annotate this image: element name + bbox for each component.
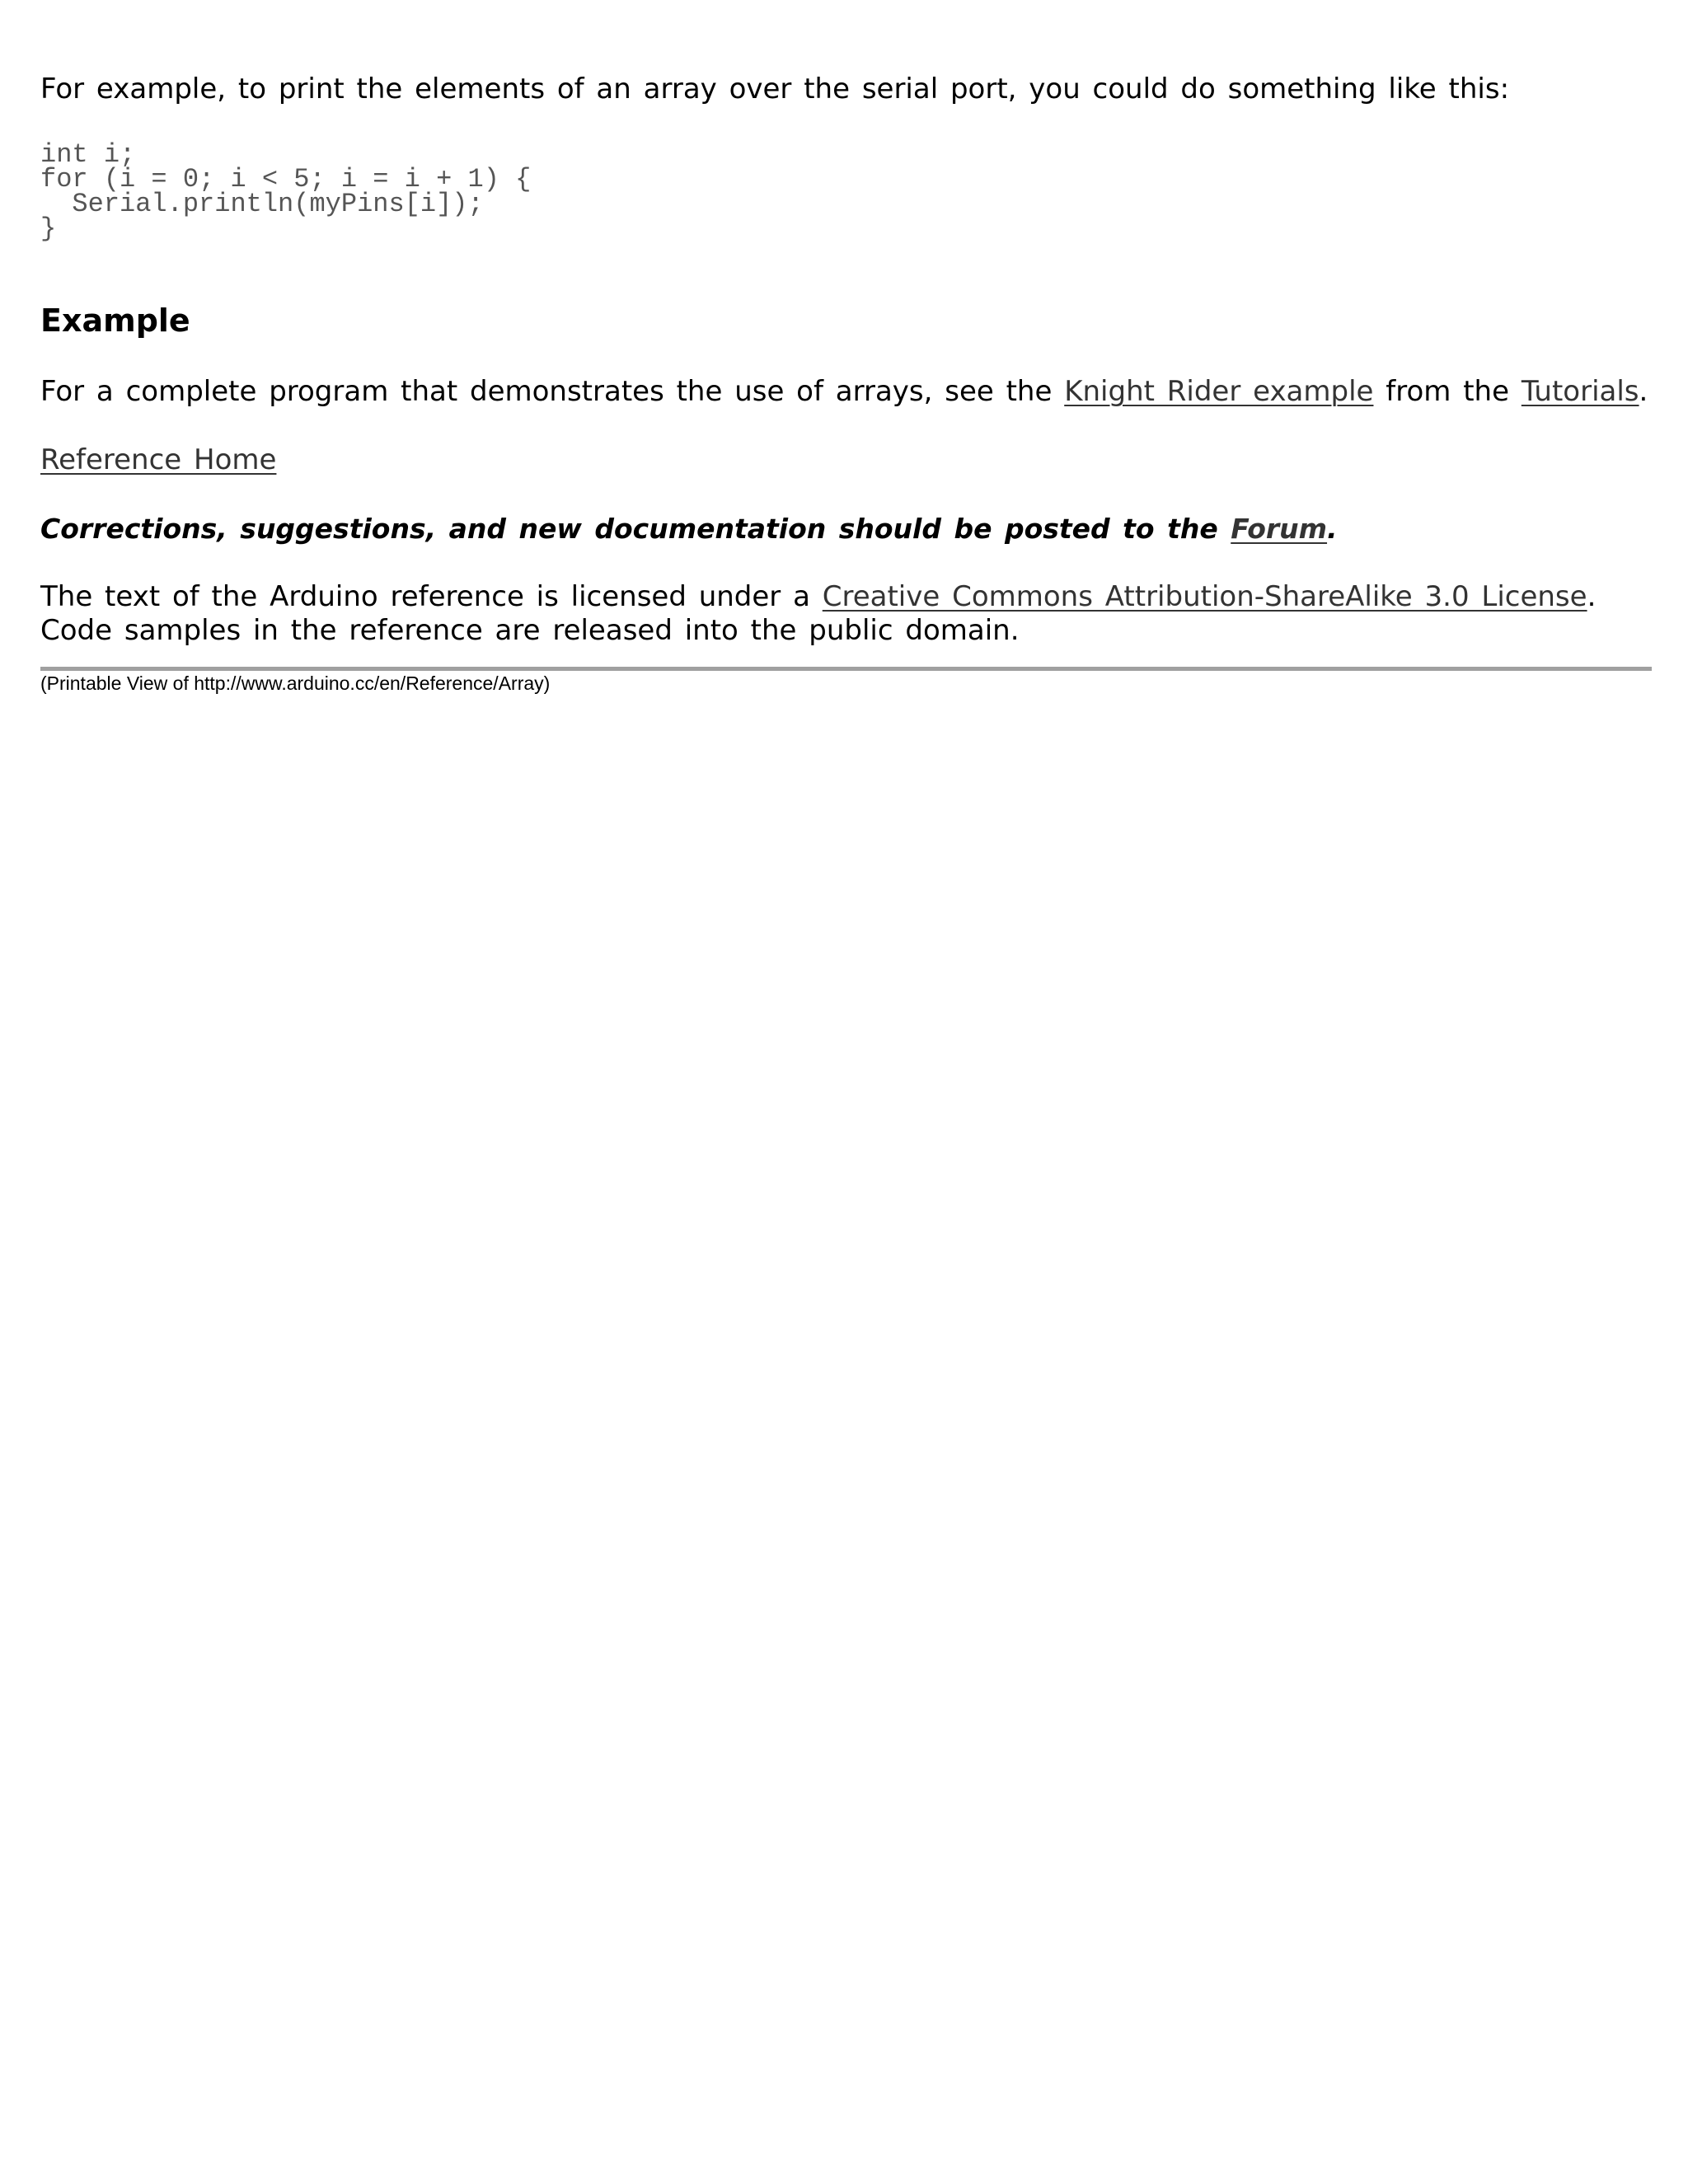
code-line: for (i = 0; i < 5; i = i + 1) {: [40, 164, 532, 194]
example-heading: Example: [40, 302, 190, 339]
horizontal-rule: [40, 667, 1652, 671]
complete-program-text: For a complete program that demonstrates the use of arrays, see the: [40, 375, 1065, 408]
tutorials-link[interactable]: Tutorials: [1521, 375, 1639, 408]
corrections-paragraph: [40, 512, 1338, 546]
printable-view-note: (Printable View of http://www.arduino.cc/en/Reference/Array): [40, 673, 551, 694]
intro-paragraph: For example, to print the elements of an array over the serial port, you could do something like this:: [40, 73, 1510, 105]
complete-program-paragraph: [40, 375, 1648, 409]
code-line: Serial.println(myPins[i]);: [40, 189, 484, 219]
code-line: int i;: [40, 139, 136, 170]
code-line: }: [40, 213, 57, 244]
knight-rider-example-link[interactable]: Knight Rider example: [1064, 375, 1374, 408]
corrections-text: Corrections, suggestions, and new documentation should be posted to the: [40, 513, 1231, 545]
corrections-period: .: [1327, 513, 1338, 545]
reference-home-link[interactable]: Reference Home: [40, 443, 277, 476]
reference-home-paragraph: [40, 443, 276, 477]
license-paragraph: [40, 580, 1652, 648]
license-text: The text of the Arduino reference is licensed under a: [40, 580, 823, 613]
license-text-after: . Code samples in the reference are released into the public domain.: [40, 580, 1597, 647]
code-block: [40, 139, 532, 244]
complete-program-period: .: [1639, 375, 1648, 408]
forum-link[interactable]: Forum: [1231, 513, 1328, 545]
complete-program-text-middle: from the: [1373, 375, 1522, 408]
creative-commons-license-link[interactable]: Creative Commons Attribution-ShareAlike 3.0 License: [822, 580, 1587, 613]
